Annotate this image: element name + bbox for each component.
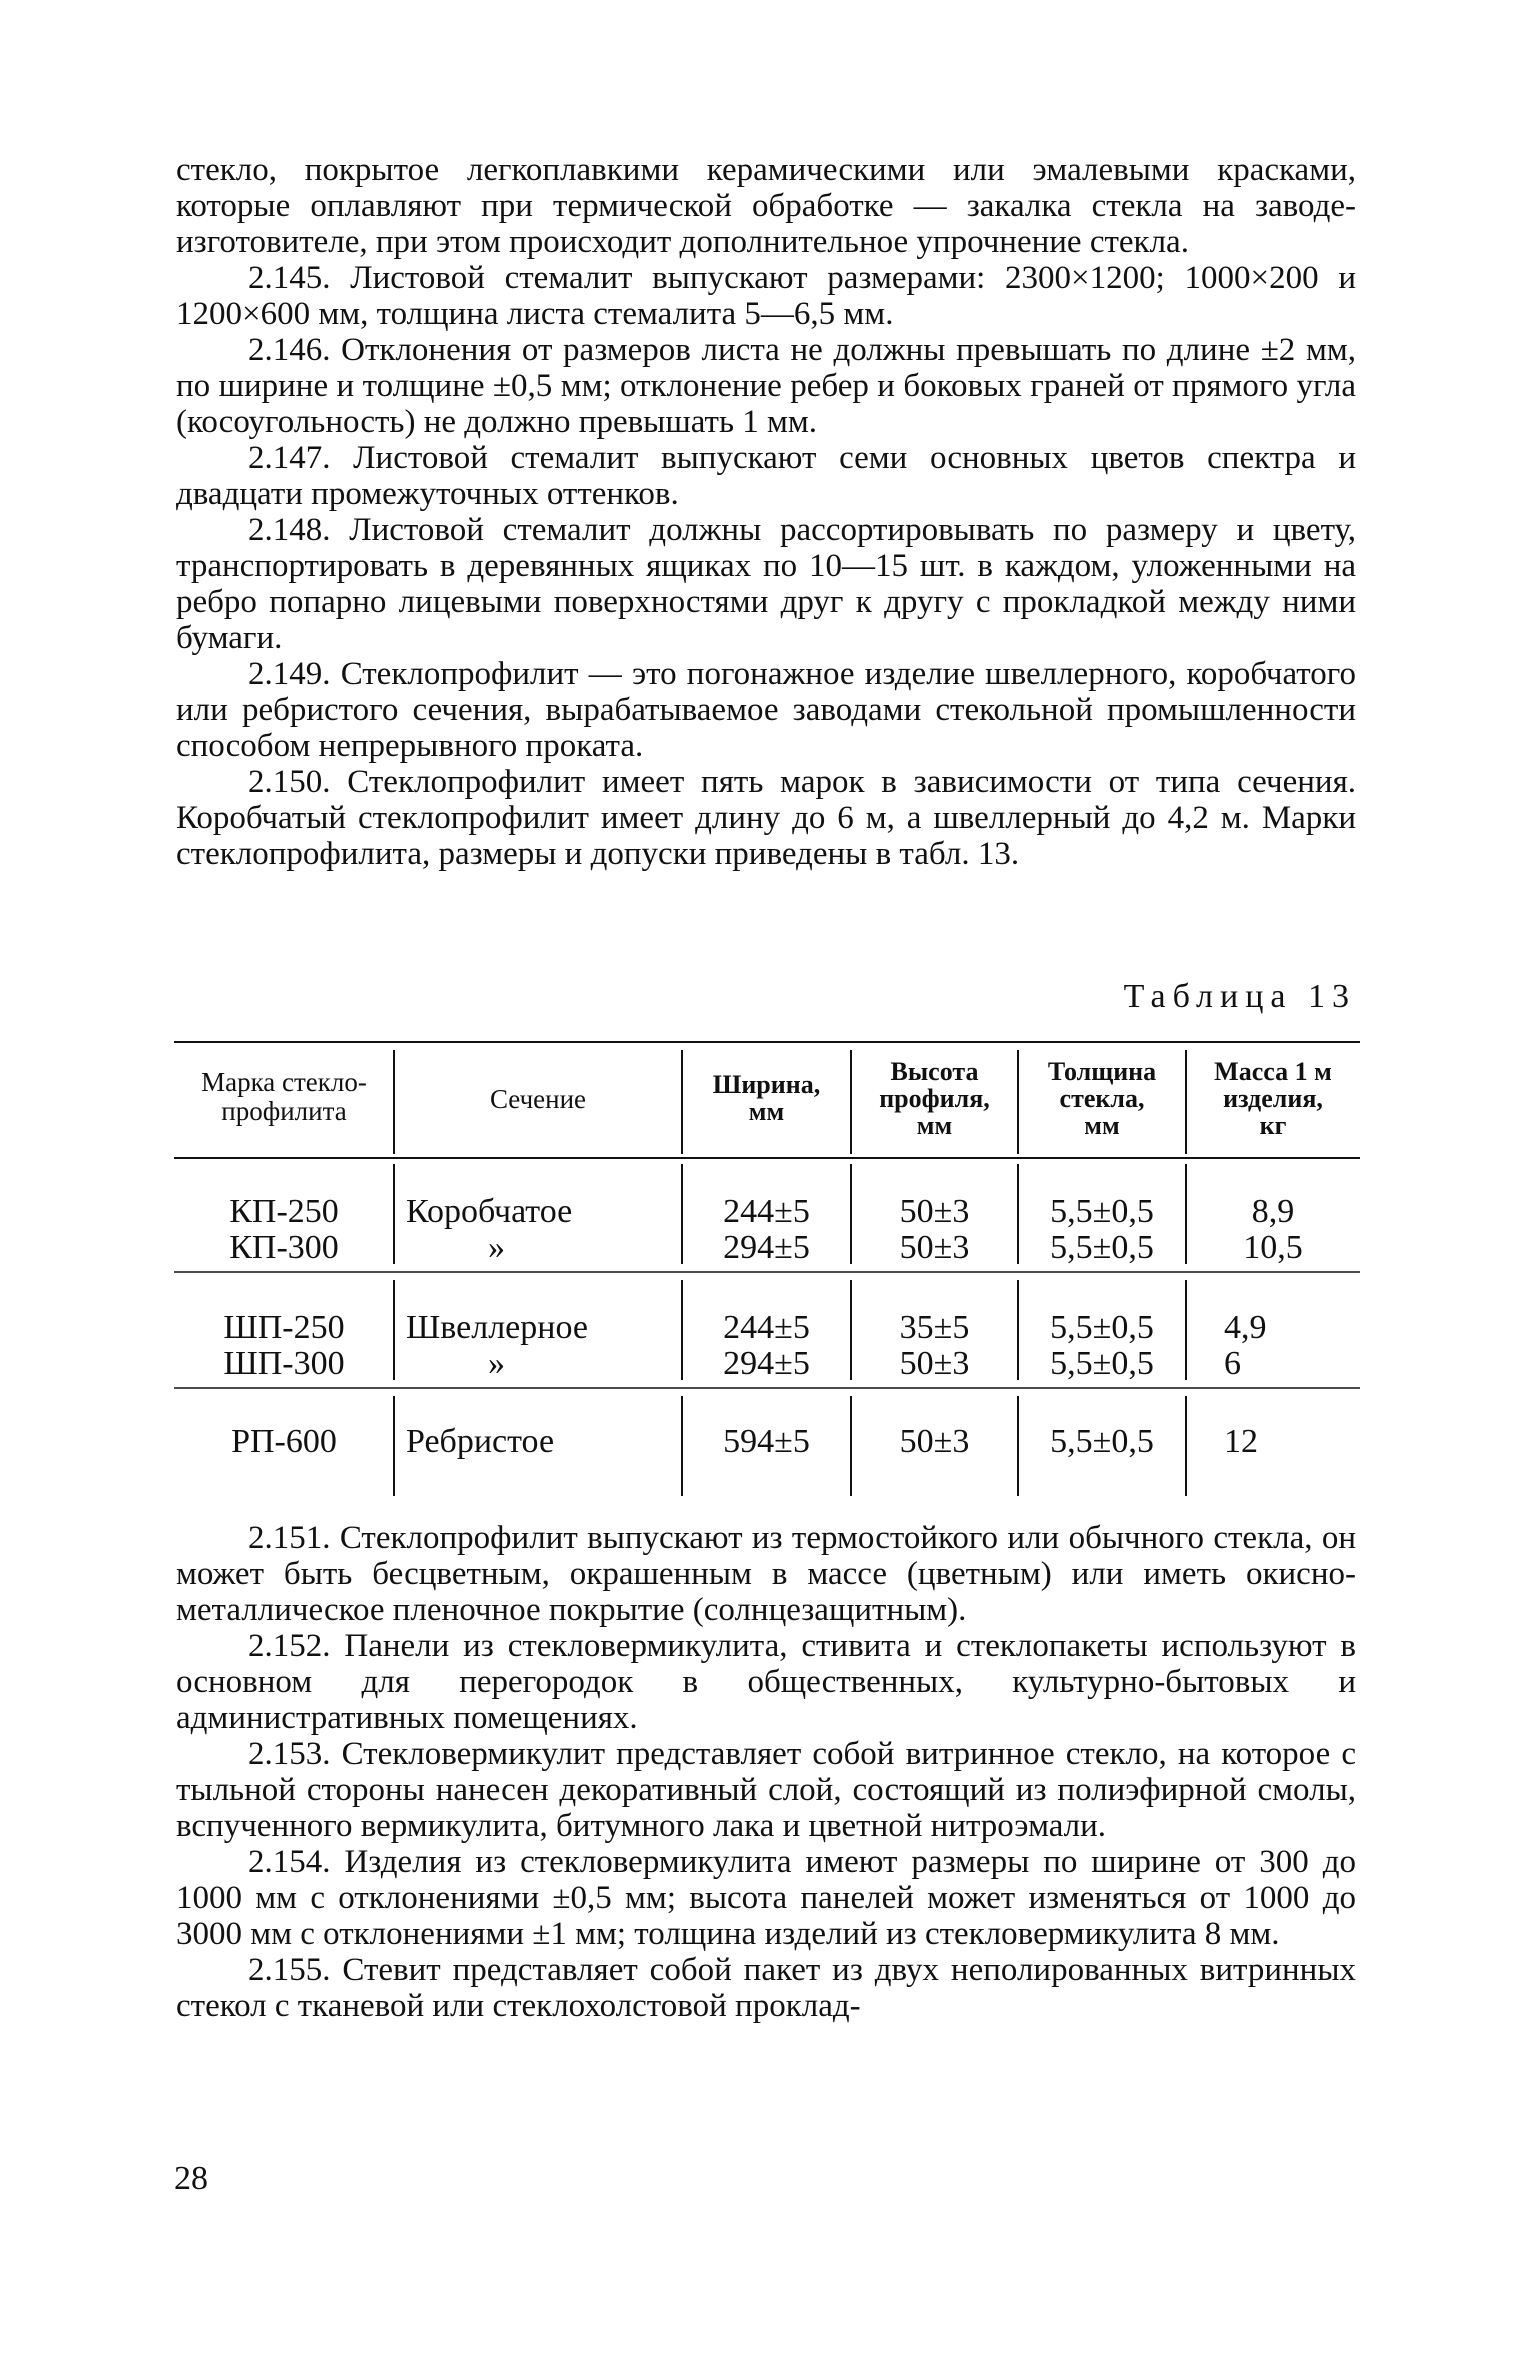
header-section: Сечение	[489, 1084, 587, 1114]
text-block-bottom	[176, 1520, 1356, 2024]
cell-widths: 594±5	[723, 1423, 810, 1460]
cell-heights: 50±3	[899, 1423, 970, 1460]
header-mass: Масса 1 м изделия, кг	[1214, 1057, 1332, 1140]
cell-marks: РП-600	[231, 1423, 337, 1460]
cell-thickness: 5,5±0,5	[1050, 1423, 1154, 1460]
paragraph: 2.150. Стеклопрофилит имеет пять марок в зависимости от типа сечения. Коробчатый стеклопрофилит имеет длину до 6 м, а швеллерный до 4,2 м. Марки стеклопрофилита, размеры и допуски приведены в табл. 13.	[176, 764, 1356, 872]
paragraph: 2.148. Листовой стемалит должны рассортировывать по размеру и цвету, транспортировать в деревянных ящиках по 10—15 шт. в каждом, уложенными на ребро попарно лицевыми поверхностями друг к другу с прокладкой между ними бумаги.	[176, 512, 1356, 656]
paragraph: 2.146. Отклонения от размеров листа не должны превышать по длине ±2 мм, по ширине и толщине ±0,5 мм; отклонение ребер и боковых граней от прямого угла (косоугольность) не должно превышать 1 мм.	[176, 332, 1356, 440]
header-mark: Марка стекло- профилита	[201, 1067, 367, 1126]
cell-sections: Ребристое	[406, 1423, 555, 1460]
paragraph: 2.153. Стекловермикулит представляет собой витринное стекло, на которое с тыльной стороны нанесен декоративный слой, состоящий из полиэфирной смолы, вспученного вермикулита, битумного лака и цветной нитроэмали.	[176, 1736, 1356, 1844]
cell-mass: 4,9 6	[1224, 1309, 1267, 1382]
page-number: 28	[174, 2160, 208, 2197]
paragraph: 2.149. Стеклопрофилит — это погонажное изделие швеллерного, коробчатого или ребристого сечения, вырабатываемое заводами стекольной промышленности способом непрерывного проката.	[176, 656, 1356, 764]
paragraph: стекло, покрытое легкоплавкими керамическими или эмалевыми красками, которые оплавляют при термической обработке — закалка стекла на заводе-изготовителе, при этом происходит дополнительное упрочнение стекла.	[176, 152, 1356, 260]
paragraph: 2.152. Панели из стекловермикулита, стивита и стеклопакеты используют в основном для перегородок в общественных, культурно-бытовых и административных помещениях.	[176, 1628, 1356, 1736]
table-13	[174, 1040, 1360, 1500]
cell-widths: 244±5 294±5	[723, 1193, 810, 1266]
paragraph: 2.145. Листовой стемалит выпускают размерами: 2300×1200; 1000×200 и 1200×600 мм, толщина листа стемалита 5—6,5 мм.	[176, 260, 1356, 332]
cell-thickness: 5,5±0,5 5,5±0,5	[1050, 1309, 1154, 1382]
header-width: Ширина, мм	[712, 1070, 821, 1126]
header-height: Высота профиля, мм	[879, 1057, 990, 1140]
cell-mass: 12	[1224, 1423, 1258, 1460]
paragraph: 2.147. Листовой стемалит выпускают семи основных цветов спектра и двадцати промежуточных оттенков.	[176, 440, 1356, 512]
paragraph: 2.154. Изделия из стекловермикулита имеют размеры по ширине от 300 до 1000 мм с отклонениями ±0,5 мм; высота панелей может изменяться от 1000 до 3000 мм с отклонениями ±1 мм; толщина изделий из стекловермикулита 8 мм.	[176, 1844, 1356, 1952]
cell-heights: 50±3 50±3	[899, 1193, 970, 1266]
cell-mass: 8,9 10,5	[1243, 1193, 1303, 1266]
paragraph: 2.155. Стевит представляет собой пакет из двух неполированных витринных стекол с тканевой или стеклохолстовой проклад-	[176, 1952, 1356, 2024]
cell-sections: Швеллерное »	[406, 1309, 588, 1382]
cell-thickness: 5,5±0,5 5,5±0,5	[1050, 1193, 1154, 1266]
cell-sections: Коробчатое »	[406, 1193, 573, 1266]
cell-heights: 35±5 50±3	[899, 1309, 970, 1382]
cell-widths: 244±5 294±5	[723, 1309, 810, 1382]
cell-marks: ШП-250 ШП-300	[223, 1309, 345, 1382]
table-caption: Таблица 13	[1123, 978, 1356, 1015]
header-thickness: Толщина стекла, мм	[1047, 1057, 1157, 1140]
paragraph: 2.151. Стеклопрофилит выпускают из термостойкого или обычного стекла, он может быть бесцветным, окрашенным в массе (цветным) или иметь окиснометаллическое пленочное покрытие (солнцезащитным).	[176, 1520, 1356, 1628]
text-block-top	[176, 152, 1356, 872]
cell-marks: КП-250 КП-300	[229, 1193, 339, 1266]
